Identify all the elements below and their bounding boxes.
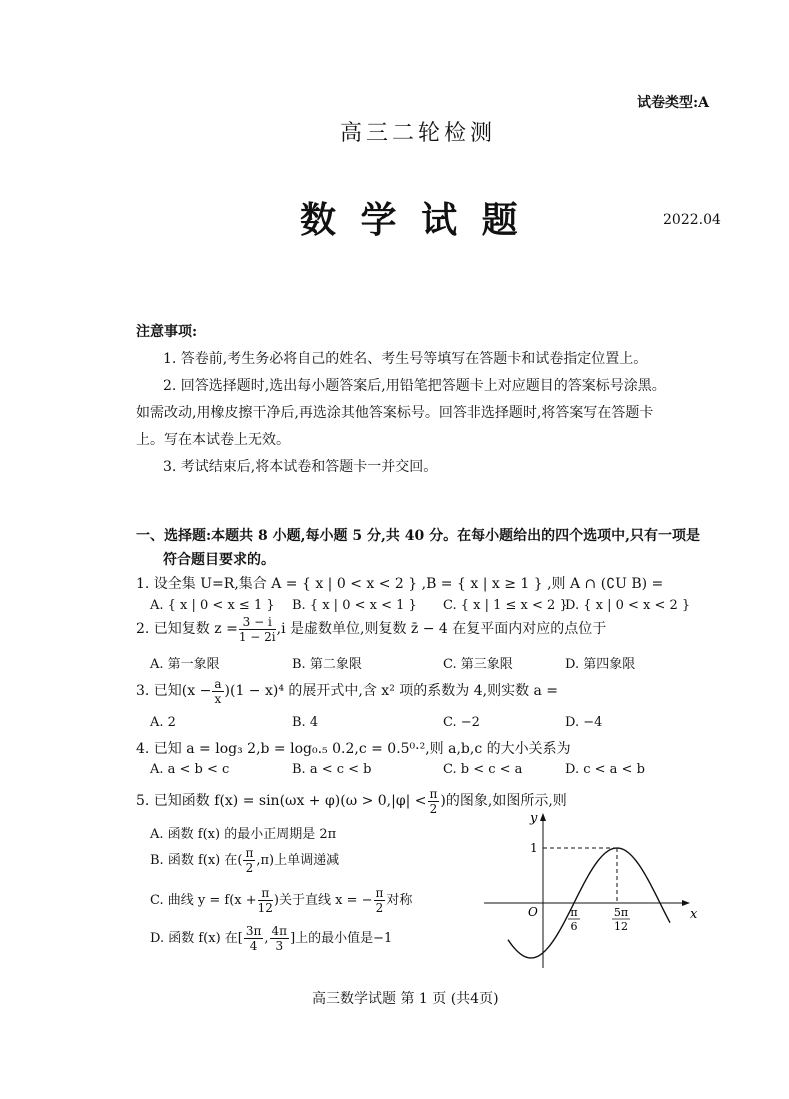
q5c-fraction-2 [374,887,386,914]
section-heading-line-2: 符合题目要求的。 [163,552,275,568]
origin-label: O [528,905,538,919]
notice-item-2-line-2: 如需改动,用橡皮擦干净后,再选涂其他答案标号。回答非选择题时,将答案写在答题卡 [136,405,654,421]
question-3-stem-pre: 3. 已知(x − [136,683,212,699]
q5c-pre: C. 曲线 y = f(x + [150,893,257,908]
question-2-frac-num: 3 − i [239,616,276,630]
q5c-fraction-1 [258,887,273,914]
sine-graph [480,808,710,976]
page-footer: 高三数学试题 第 1 页 (共4页) [312,991,499,1007]
question-3-stem-post: )(1 − x)⁴ 的展开式中,含 x² 项的系数为 4,则实数 a = [224,683,559,699]
section-heading-line-1: 一、选择题:本题共 8 小题,每小题 5 分,共 40 分。在每小题给出的四个选项中,只有一项是 [136,528,700,544]
question-3-option-d: D. −4 [565,715,603,730]
question-1-option-c: C. { x | 1 ≤ x < 2 } [443,598,568,613]
q5d-comma: , [264,931,269,946]
question-5-option-a: A. 函数 f(x) 的最小正周期是 2π [150,827,337,842]
question-1-option-d: D. { x | 0 < x < 2 } [565,598,691,613]
question-1-option-a: A. { x | 0 < x ≤ 1 } [150,598,275,613]
q5d-fraction-1 [244,925,264,952]
question-5-option-c [150,886,412,916]
question-5-option-b [150,846,339,876]
notice-item-3: 3. 考试结束后,将本试卷和答题卡一并交回。 [163,459,438,475]
q5d-frac1-num: 3π [245,924,262,938]
question-5-frac-num: π [429,786,438,801]
question-2-fraction [239,616,276,643]
y-axis-arrow-icon [540,813,546,821]
question-3-fraction [212,678,223,705]
q5b-frac-num: π [245,846,254,860]
question-2-stem-post: ,i 是虚数单位,则复数 z̄ − 4 在复平面内对应的点位于 [276,621,607,637]
question-5-option-d [150,924,392,954]
q5c-frac2-num: π [375,886,384,900]
question-2-frac-den: 1 − 2i [238,629,276,644]
question-2-option-b: B. 第二象限 [292,657,362,672]
q5c-mid: )关于直线 x = − [273,893,373,908]
question-3-frac-den: x [214,691,222,706]
notice-item-1: 1. 答卷前,考生务必将自己的姓名、考生号等填写在答题卡和试卷指定位置上。 [163,351,648,367]
question-5-frac-den: 2 [429,801,438,816]
question-3-stem [136,676,558,706]
question-3-frac-num: a [214,676,222,691]
notice-item-2-line-1: 2. 回答选择题时,选出每小题答案后,用铅笔把答题卡上对应题目的答案标号涂黑。 [163,378,666,394]
question-3-option-c: C. −2 [443,715,480,730]
tick-1-den: 6 [570,920,578,933]
notice-heading: 注意事项: [136,324,198,340]
question-4-option-c: C. b < c < a [443,762,523,777]
paper-type: 试卷类型:A [637,95,710,111]
question-2-option-d: D. 第四象限 [565,657,636,672]
exam-subtitle: 高三二轮检测 [340,121,497,146]
y-axis-label: y [530,811,538,826]
exam-title: 数 学 试 题 [300,199,524,241]
question-4-option-a: A. a < b < c [150,762,230,777]
question-4-stem: 4. 已知 a = log₃ 2,b = log₀.₅ 0.2,c = 0.5⁰·²,则 a,b,c 的大小关系为 [136,741,571,757]
question-4-option-d: D. c < a < b [565,762,645,777]
q5c-frac1-den: 12 [257,901,273,915]
q5c-post: 对称 [386,893,413,908]
q5d-fraction-2 [270,925,290,952]
question-1-stem: 1. 设全集 U=R,集合 A = { x | 0 < x < 2 } ,B = { x | x ≥ 1 } ,则 A ∩ (∁U B) = [136,576,664,592]
tick-2-num: 5π [613,906,629,919]
q5d-pre: D. 函数 f(x) 在[ [150,931,243,946]
tick-2-den: 12 [614,920,628,933]
max-value-label: 1 [530,841,538,855]
question-2-option-c: C. 第三象限 [443,657,513,672]
tick-1-num: π [570,906,578,919]
question-2-option-a: A. 第一象限 [150,657,220,672]
q5b-frac-den: 2 [245,861,254,875]
question-5-stem-pre: 5. 已知函数 f(x) = sin(ωx + φ)(ω > 0,|φ| < [136,793,427,809]
question-3-option-a: A. 2 [150,715,176,730]
q5d-post: ]上的最小值是−1 [290,931,393,946]
q5c-frac2-den: 2 [375,901,384,915]
question-4-option-b: B. a < c < b [292,762,372,777]
question-5-stem-post: )的图象,如图所示,则 [440,793,567,809]
question-5-fraction [428,788,440,815]
q5b-post: ,π)上单调递减 [256,853,340,868]
q5d-frac2-num: 4π [271,924,288,938]
question-3-option-b: B. 4 [292,715,319,730]
q5d-frac1-den: 4 [249,939,258,953]
question-2-stem-pre: 2. 已知复数 z = [136,621,238,637]
notice-item-2-line-3: 上。写在本试卷上无效。 [136,432,290,448]
x-axis-arrow-icon [682,900,690,906]
q5d-frac2-den: 3 [275,939,284,953]
exam-date: 2022.04 [663,212,721,228]
q5b-pre: B. 函数 f(x) 在( [150,853,243,868]
q5b-fraction [243,847,255,874]
x-axis-label: x [690,907,698,922]
question-2-stem [136,614,606,644]
question-1-option-b: B. { x | 0 < x < 1 } [292,598,417,613]
q5c-frac1-num: π [258,887,273,901]
